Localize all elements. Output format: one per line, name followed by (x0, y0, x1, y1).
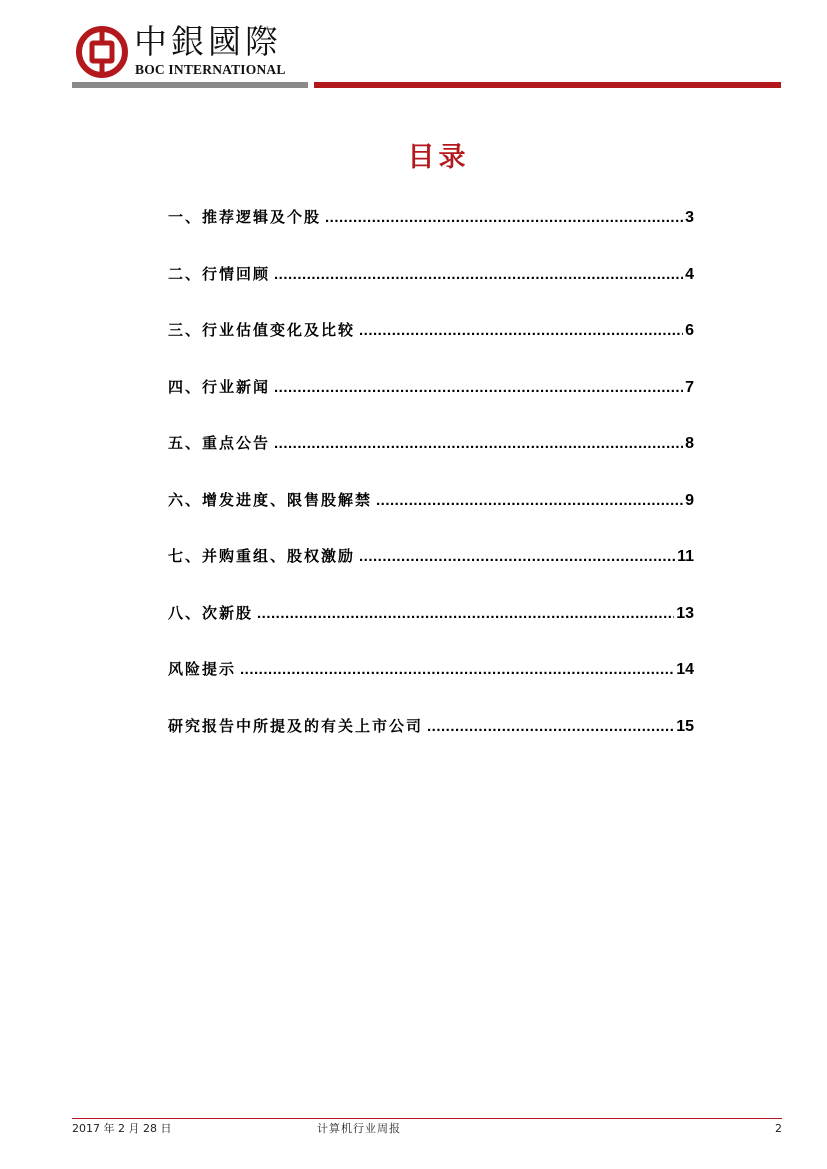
toc-entry-label: 三、行业估值变化及比较 (168, 321, 356, 339)
toc-entry-page: 14 (676, 661, 694, 678)
toc-leader-dots (274, 428, 683, 460)
logo-english-text: BOC INTERNATIONAL (135, 62, 286, 77)
toc-entry-page: 7 (685, 378, 694, 396)
toc-entry[interactable] (168, 427, 694, 484)
toc-entry-page: 13 (676, 604, 694, 622)
toc-entry-page: 9 (685, 491, 694, 509)
toc-leader-dots (325, 202, 683, 234)
toc-leader-dots (240, 654, 674, 686)
header-rule-gray (72, 82, 308, 88)
toc-entry[interactable] (168, 710, 694, 767)
toc-entry-label: 一、推荐逻辑及个股 (168, 208, 322, 226)
toc-entry-page: 3 (685, 209, 694, 226)
toc-leader-dots (359, 315, 683, 347)
toc-entry-page: 8 (685, 435, 694, 452)
toc-entry-label: 风险提示 (168, 660, 237, 678)
header-rule-red (314, 82, 781, 88)
toc-entry[interactable] (168, 371, 694, 428)
toc-leader-dots (274, 259, 683, 291)
toc-entry-label: 八、次新股 (168, 603, 254, 622)
logo-chinese-text: 中銀國際 (134, 22, 282, 61)
toc-entry[interactable] (168, 597, 694, 654)
toc-leader-dots (427, 711, 674, 743)
toc-entry[interactable] (168, 201, 694, 258)
toc-entry-page: 11 (677, 548, 694, 565)
toc-leader-dots (376, 485, 683, 517)
toc-entry-label: 研究报告中所提及的有关上市公司 (168, 716, 424, 735)
toc-list (168, 201, 694, 766)
toc-entry[interactable] (168, 314, 694, 371)
toc-entry-label: 二、行情回顾 (168, 264, 271, 283)
toc-entry[interactable] (168, 258, 694, 315)
footer-rule (72, 1118, 782, 1119)
toc-leader-dots (274, 372, 683, 404)
toc-entry[interactable] (168, 484, 694, 541)
toc-entry[interactable] (168, 653, 694, 710)
toc-entry-page: 6 (685, 322, 694, 339)
boc-logo-icon (76, 26, 128, 78)
toc-entry-label: 六、增发进度、限售股解禁 (168, 490, 373, 509)
toc-leader-dots (257, 598, 674, 630)
footer-report-title: 计算机行业周报 (317, 1122, 401, 1135)
toc-entry[interactable] (168, 540, 694, 597)
toc-entry-page: 15 (676, 717, 694, 735)
page-footer (72, 1121, 782, 1137)
toc-entry-page: 4 (685, 265, 694, 283)
toc-leader-dots (359, 541, 675, 573)
toc-entry-label: 四、行业新闻 (168, 377, 271, 396)
footer-date: 2017 年 2 月 28 日 (72, 1122, 172, 1135)
toc-entry-label: 七、并购重组、股权激励 (168, 547, 356, 565)
toc-entry-label: 五、重点公告 (168, 434, 271, 452)
toc-title: 目录 (407, 142, 470, 173)
footer-page-number: 2 (775, 1122, 782, 1135)
page-header (72, 22, 782, 88)
